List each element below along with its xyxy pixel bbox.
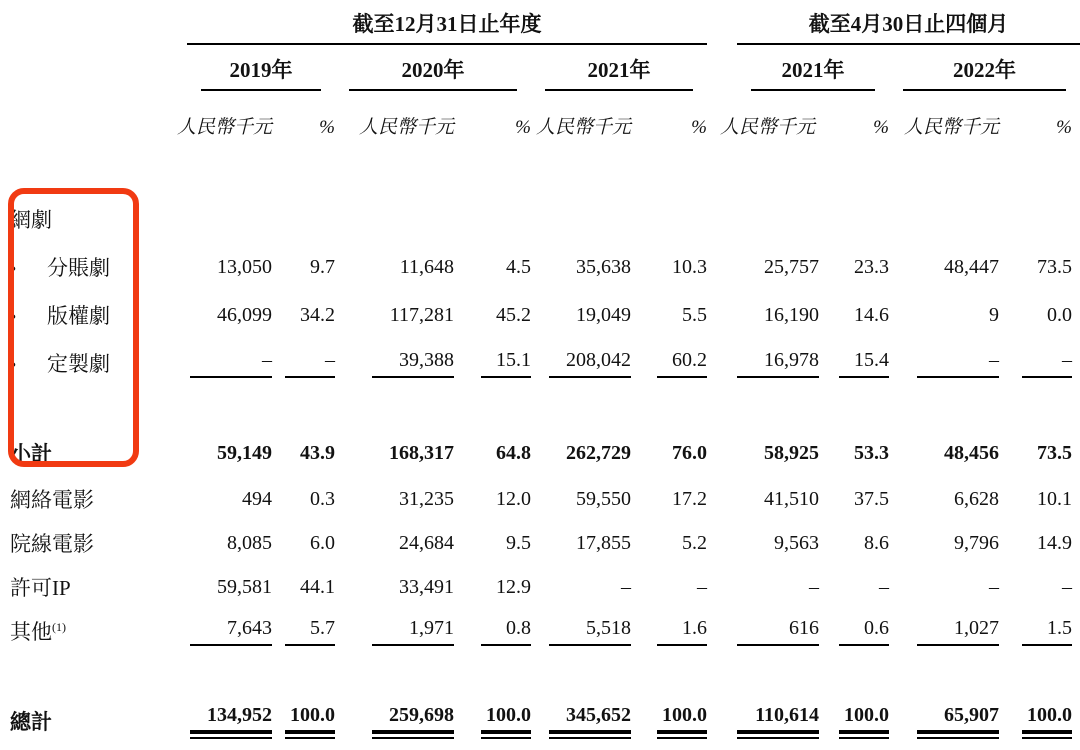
cell-value: 19,049 xyxy=(576,303,631,326)
cell-value: 48,447 xyxy=(944,255,999,278)
row-others xyxy=(10,609,1080,653)
cell-value: 168,317 xyxy=(389,441,454,464)
row-revenue-sharing-drama xyxy=(10,243,1080,291)
cell-value: – xyxy=(917,349,999,378)
cell-value: 33,491 xyxy=(399,575,454,598)
period-header-row xyxy=(10,8,1080,44)
percent-label: % xyxy=(319,117,335,138)
cell-value: 58,925 xyxy=(764,441,819,464)
cell-value: 14.6 xyxy=(854,303,889,326)
cell-value: 65,907 xyxy=(917,704,999,739)
cell-value: 73.5 xyxy=(1037,441,1072,464)
cell-value: 37.5 xyxy=(854,487,889,510)
cell-value: 6.0 xyxy=(310,531,335,554)
financial-table-page xyxy=(10,8,1080,747)
cell-value: 9 xyxy=(989,303,999,326)
row-label: 總計 xyxy=(10,710,52,734)
cell-value: 16,190 xyxy=(764,303,819,326)
row-label: 分賬劇 xyxy=(47,256,110,280)
cell-value: 31,235 xyxy=(399,487,454,510)
percent-label: % xyxy=(515,117,531,138)
cell-value: – xyxy=(1062,575,1072,598)
cell-value: 494 xyxy=(242,487,272,510)
cell-value: 34.2 xyxy=(300,303,335,326)
cell-value: 73.5 xyxy=(1037,255,1072,278)
cell-value: 59,581 xyxy=(217,575,272,598)
row-web-drama xyxy=(10,195,1080,243)
row-subtotal xyxy=(10,429,1080,477)
cell-value: 12.9 xyxy=(496,575,531,598)
cell-value: 5,518 xyxy=(549,617,631,646)
cell-value: 25,757 xyxy=(764,255,819,278)
year-2019-header: 2019年 xyxy=(187,44,335,91)
cell-value: 35,638 xyxy=(576,255,631,278)
cell-value: 5.2 xyxy=(682,531,707,554)
cell-value: 9,563 xyxy=(774,531,819,554)
cell-value: 616 xyxy=(737,617,819,646)
cell-value: 10.1 xyxy=(1037,487,1072,510)
cell-value: 9.7 xyxy=(310,255,335,278)
unit-label: 人民幣千元 xyxy=(719,117,815,138)
cell-value: 16,978 xyxy=(737,349,819,378)
cell-value: 46,099 xyxy=(217,303,272,326)
year-2021-header: 2021年 xyxy=(531,44,707,91)
cell-value: 14.9 xyxy=(1037,531,1072,554)
cell-value: 345,652 xyxy=(549,704,631,739)
unit-label: 人民幣千元 xyxy=(903,117,999,138)
footnote-marker: (1) xyxy=(52,620,66,634)
cell-value: 0.8 xyxy=(481,617,531,646)
cell-value: – xyxy=(190,349,272,378)
annual-period-header: 截至12月31日止年度 xyxy=(187,8,707,44)
cell-value: 24,684 xyxy=(399,531,454,554)
row-label: 網絡電影 xyxy=(10,488,94,512)
cell-value: 11,648 xyxy=(399,255,454,278)
cell-value: – xyxy=(809,575,819,598)
cell-value: 13,050 xyxy=(217,255,272,278)
cell-value: 6,628 xyxy=(954,487,999,510)
cell-value: – xyxy=(989,575,999,598)
cell-value: – xyxy=(621,575,631,598)
cell-value: 100.0 xyxy=(1022,704,1072,739)
cell-value: 10.3 xyxy=(672,255,707,278)
row-licensed-ip xyxy=(10,565,1080,609)
cell-value: 76.0 xyxy=(672,441,707,464)
interim-period-header: 截至4月30日止四個月 xyxy=(737,8,1080,44)
cell-value: 208,042 xyxy=(549,349,631,378)
cell-value: 0.6 xyxy=(839,617,889,646)
cell-value: – xyxy=(285,349,335,378)
cell-value: 39,388 xyxy=(372,349,454,378)
cell-value: 45.2 xyxy=(496,303,531,326)
percent-label: % xyxy=(873,117,889,138)
cell-value: – xyxy=(879,575,889,598)
cell-value: 4.5 xyxy=(506,255,531,278)
cell-value: 100.0 xyxy=(657,704,707,739)
bullet-icon: • xyxy=(10,307,17,327)
cell-value: 17,855 xyxy=(576,531,631,554)
cell-value: 1.6 xyxy=(657,617,707,646)
cell-value: 1,971 xyxy=(372,617,454,646)
cell-value: 59,149 xyxy=(217,441,272,464)
cell-value: 43.9 xyxy=(300,441,335,464)
cell-value: 1.5 xyxy=(1022,617,1072,646)
cell-value: 41,510 xyxy=(764,487,819,510)
cell-value: 12.0 xyxy=(496,487,531,510)
year-2022-interim-header: 2022年 xyxy=(889,44,1080,91)
cell-value: 100.0 xyxy=(839,704,889,739)
cell-value: 64.8 xyxy=(496,441,531,464)
cell-value: 5.5 xyxy=(682,303,707,326)
cell-value: 15.4 xyxy=(839,349,889,378)
bullet-icon: • xyxy=(10,355,17,375)
cell-value: 17.2 xyxy=(672,487,707,510)
cell-value: 100.0 xyxy=(285,704,335,739)
cell-value: 262,729 xyxy=(566,441,631,464)
cell-value: 59,550 xyxy=(576,487,631,510)
cell-value: 23.3 xyxy=(854,255,889,278)
row-theatrical-movies xyxy=(10,521,1080,565)
cell-value: 110,614 xyxy=(737,704,819,739)
cell-value: 117,281 xyxy=(389,303,454,326)
row-label: 許可IP xyxy=(10,576,71,600)
row-label: 定製劇 xyxy=(47,352,110,376)
cell-value: 5.7 xyxy=(285,617,335,646)
cell-value: 7,643 xyxy=(190,617,272,646)
cell-value: 100.0 xyxy=(481,704,531,739)
row-label: 版權劇 xyxy=(47,304,110,328)
cell-value: 8,085 xyxy=(227,531,272,554)
cell-value: 60.2 xyxy=(657,349,707,378)
unit-header-row xyxy=(10,91,1080,145)
row-total xyxy=(10,695,1080,747)
cell-value: 44.1 xyxy=(300,575,335,598)
cell-value: 8.6 xyxy=(864,531,889,554)
bullet-icon: • xyxy=(10,259,17,279)
row-label: 院線電影 xyxy=(10,532,94,556)
revenue-table xyxy=(10,8,1080,747)
cell-value: – xyxy=(1022,349,1072,378)
row-label: 網劇 xyxy=(10,208,52,232)
unit-label: 人民幣千元 xyxy=(535,117,631,138)
row-copyright-drama xyxy=(10,291,1080,339)
cell-value: 9.5 xyxy=(506,531,531,554)
cell-value: 53.3 xyxy=(854,441,889,464)
cell-value: – xyxy=(697,575,707,598)
row-online-movies xyxy=(10,477,1080,521)
row-label: 小計 xyxy=(10,442,52,466)
percent-label: % xyxy=(1056,117,1072,138)
year-2020-header: 2020年 xyxy=(335,44,531,91)
cell-value: 1,027 xyxy=(917,617,999,646)
cell-value: 259,698 xyxy=(372,704,454,739)
year-header-row xyxy=(10,44,1080,91)
percent-label: % xyxy=(691,117,707,138)
cell-value: 48,456 xyxy=(944,441,999,464)
year-2021-interim-header: 2021年 xyxy=(737,44,889,91)
unit-label: 人民幣千元 xyxy=(358,117,454,138)
cell-value: 15.1 xyxy=(481,349,531,378)
cell-value: 9,796 xyxy=(954,531,999,554)
cell-value: 0.3 xyxy=(310,487,335,510)
row-label: 其他 xyxy=(10,620,52,644)
cell-value: 134,952 xyxy=(190,704,272,739)
unit-label: 人民幣千元 xyxy=(176,117,272,138)
row-custom-drama xyxy=(10,339,1080,387)
cell-value: 0.0 xyxy=(1047,303,1072,326)
